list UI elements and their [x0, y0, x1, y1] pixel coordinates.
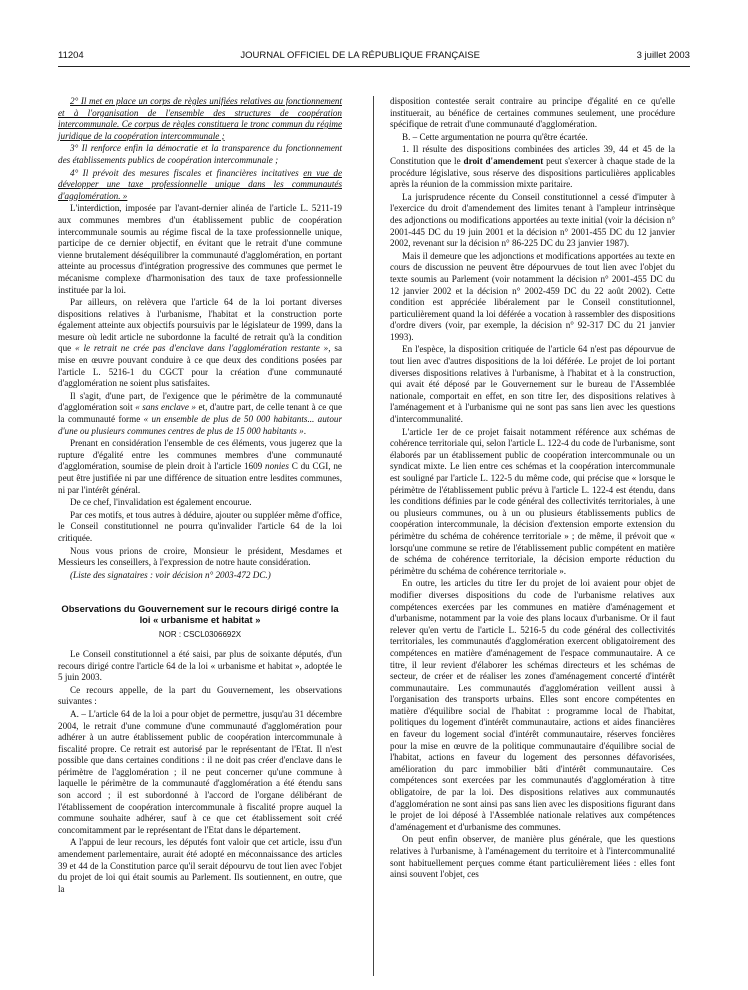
paragraph-de-ce-chef: De ce chef, l'invalidation est également encourue. [70, 497, 252, 508]
paragraph-mais: Mais il demeure que les adjonctions et modifications apportées au texte en cours de discussion ne peuvent être dépourvues de tout lien avec l'objet du texte soumis au Parlement (voir notamment la décision n° 2001-455 DC du 12 janvier 2002 et la décision n° 2002-459 DC du 22 août 2002). Cette condition est appréciée libéralement par le Conseil constitutionnel, particulièrement quand la loi déférée a vocation à rassembler des dispositions d'ordre divers (voir, par exemple, la décision n° 92-317 DC du 21 janvier 1993). [390, 250, 675, 342]
paragraph-1 [390, 144, 675, 190]
left-column [58, 96, 342, 896]
paragraph-text: . [303, 425, 306, 436]
page-number: 11204 [58, 50, 84, 61]
paragraph-recours: Ce recours appelle, de la part du Gouvernement, les observations suivantes : [58, 684, 342, 707]
paragraph-par-ailleurs [58, 297, 342, 390]
paragraph-text: , sa mise en œuvre pouvant conduire à ce que deux des conditions posées par l'article L. 5216-1 du CGCT pour la création d'une communauté d'agglomération ne soient plus satisfaites. [58, 343, 342, 389]
bold-term: droit d'amendement [463, 155, 544, 166]
section-title: Observations du Gouvernement sur le recours dirigé contre la loi « urbanisme et habitat » [61, 603, 339, 626]
journal-title: JOURNAL OFFICIEL DE LA RÉPUBLIQUE FRANÇAISE [240, 50, 480, 61]
quote-text: « le retrait ne crée pas d'enclave dans l'agglomération restante » [75, 343, 329, 354]
paragraph-text: Prenant en considération l'ensemble de ces éléments, vous jugerez que la rupture d'égalité entre les communes membres d'une communauté d'agglomération, soumise de plein droit à l'article 1609 [58, 438, 342, 472]
paragraph-appui: A l'appui de leur recours, les députés font valoir que cet article, issu d'un amendement parlementaire, aurait été adopté en méconnaissance des articles 39 et 44 de la Constitution parce qu'il serait dépourvu de tout lien avec l'objet du projet de loi qui était soumis au Parlement. Ils soutiennent, en outre, que la [58, 837, 342, 894]
paragraph-on-peut: On peut enfin observer, de manière plus générale, que les questions relatives à l'urbanisme, à l'aménagement du territoire et à l'intercommunalité sont habituellement perçues comme étant particulièrement liées : elles font ainsi souvent l'objet, ces [390, 834, 675, 880]
list-item-3: 3° Il renforce enfin la démocratie et la transparence du fonctionnement des établissements publics de coopération intercommunale ; [58, 143, 342, 165]
paragraph-interdiction: L'interdiction, imposée par l'avant-dernier alinéa de l'article L. 5211-19 aux communes membres d'un établissement public de coopération intercommunale soumis au régime fiscal de la taxe professionnelle unique, participe de ce dernier objectif, en évitant que le retrait d'une commune vienne brutalement déséquilibrer la communauté d'agglomération, en portant atteinte au processus d'intégration progressive des communes que permet le mécanisme complexe d'harmonisation des taux de taxe professionnelle instituée par la loi. [58, 203, 342, 295]
italic-term: nonies [265, 461, 289, 472]
paragraph-text: Il s'agit, d'une part, de l'exigence que le périmètre de la communauté d'agglomération soit [58, 390, 342, 413]
paragraph-text: et, d'autre part, de celle tenant à ce que la communauté forme [58, 402, 342, 425]
paragraph-text: peut s'exercer à chaque stade de la procédure législative, sous réserve des dispositions particulières applicables après la réunion de la commission mixte paritaire. [390, 155, 675, 190]
paragraph-en-espece: En l'espèce, la disposition critiquée de l'article 64 n'est pas dépourvue de tout lien avec d'autres dispositions de la loi déférée. Le projet de loi portant diverses dispositions relatives à l'urbanisme, à l'habitat et à la construction, qui avait été déposé par le Gouvernement sur le bureau de l'Assemblée nationale, comportait en effet, en son titre Ier, des dispositions relatives à l'aménagement et à l'urbanisme qui ne sont pas sans lien avec les questions d'intercommunalité. [390, 344, 675, 425]
paragraph-text: 1. Il résulte des dispositions combinées des articles 39, 44 et 45 de la Constitution que le [390, 144, 675, 166]
list-item-2: 2° Il met en place un corps de règles unifiées relatives au fonctionnement et à l'organisation de l'ensemble des structures de coopération intercommunale. Ce corpus de règles constituera le tronc commun du régime juridique de la coopération intercommunale ; [58, 96, 342, 141]
paragraph-en-outre: En outre, les articles du titre Ier du projet de loi avaient pour objet de modifier diverses dispositions du code de l'urbanisme relatives aux compétences exercées par les communes en matière d'aménagement et d'urbanisme, notamment par la voie des plans locaux d'urbanisme. Or il faut relever qu'en vertu de l'article L. 5216-5 du code général des collectivités territoriales, les communautés d'agglomération exercent obligatoirement des compétences en matière d'aménagement de l'espace communautaire. A ce titre, il leur revient d'élaborer les schémas directeurs et les schémas de secteur, de créer et de réaliser les zones d'aménagement concerté d'intérêt communautaire. Les communautés d'agglomération veillent aussi à l'organisation des transports urbains. Elles sont encore compétentes en matière d'équilibre social de l'habitat : programme local de l'habitat, politiques du logement d'intérêt communautaire, actions et aides financières en faveur du logement social d'intérêt communautaire, réserves foncières pour la mise en œuvre de la politique communautaire d'équilibre social de l'habitat, actions en faveur du logement des personnes défavorisées, amélioration du parc immobilier bâti d'intérêt communautaire. Ces compétences sont exercées par les communautés d'agglomération à titre obligatoire, de par la loi. Des dispositions relatives aux communautés d'agglomération ne sont ainsi pas sans lien avec les dispositions figurant dans le projet de loi déposé à l'Assemblée nationale relatives aux compétences d'aménagement et d'urbanisme des communes. [390, 578, 675, 832]
paragraph-closing: Nous vous prions de croire, Monsieur le président, Mesdames et Messieurs les conseillers, à l'expression de notre haute considération. [58, 545, 342, 568]
paragraph-continuation: disposition contestée serait contraire au principe d'égalité en ce qu'elle instituerait, au bénéfice de certaines communes seulement, une procédure spécifique de retrait d'une communauté d'agglomération. [390, 96, 675, 130]
list-item-4-text: 4° Il prévoit des mesures fiscales et financières incitatives [70, 167, 304, 178]
right-column [390, 96, 675, 882]
paragraph-considération [58, 438, 342, 496]
page-header [58, 50, 690, 66]
paragraph-saisine: Le Conseil constitutionnel a été saisi, par plus de soixante députés, d'un recours dirigé contre l'article 64 de la loi « urbanisme et habitat », adoptée le 5 juin 2003. [58, 648, 342, 683]
signatories-note: (Liste des signataires : voir décision n° 2003-472 DC.) [70, 569, 271, 580]
paragraph-exigence [58, 391, 342, 437]
list-item-4 [58, 168, 342, 203]
header-rule [58, 66, 690, 67]
quote-text: « un ensemble de plus de 50 000 habitants... autour d'une ou plusieurs communes centres de plus de 15 000 habitants » [58, 414, 342, 436]
paragraph-b: B. – Cette argumentation ne pourra qu'être écartée. [402, 131, 588, 142]
paragraph-article-1: L'article 1er de ce projet faisait notamment référence aux schémas de cohérence territoriale qui, selon l'article L. 122-4 du code de l'urbanisme, sont élaborés par un établissement public de coopération intercommunale ou un syndicat mixte. Le lien entre ces schémas et la coopération intercommunale est souligné par l'article L. 122-5 du même code, qui précise que « lorsque le périmètre de l'établissement public prévu à l'article L. 122-4 est étendu, dans les conditions définies par le code général des collectivités territoriales, à une ou plusieurs communes, ou à un ou plusieurs établissements publics de coopération intercommunale, la décision d'extension emporte extension du périmètre du schéma de cohérence territoriale » ; de même, il prévoit que « lorsqu'une commune se retire de l'établissement public compétent en matière de schéma de cohérence territoriale, la décision emporte réduction du périmètre du schéma de cohérence territoriale ». [390, 426, 675, 576]
quote-text: « sans enclave » [135, 402, 196, 413]
nor-reference: NOR : CSCL0306692X [158, 630, 242, 640]
column-divider [373, 96, 374, 976]
paragraph-text: C du CGI, ne peut être justifiée ni par une différence de situation entre lesdites communes, ni par l'intérêt général. [58, 461, 342, 495]
issue-date: 3 juillet 2003 [636, 50, 690, 61]
paragraph-a: A. – L'article 64 de la loi a pour objet de permettre, jusqu'au 31 décembre 2004, le retrait d'une commune d'une communauté d'agglomération pour adhérer à un autre établissement public de coopération intercommunale à fiscalité propre. Ce retrait est autorisé par le représentant de l'Etat. Il n'est possible que dans certaines conditions : il ne doit pas créer d'enclave dans le périmètre de l'agglomération ; il ne peut concerner qu'une commune à laquelle le périmètre de la communauté d'agglomération a été étendu sans son accord ; il est subordonné à l'accord de l'organe délibérant de l'établissement de coopération intercommunale à fiscalité propre auquel la commune souhaite adhérer, sauf à ce que cet établissement soit créé concomitamment par le représentant de l'Etat dans le département. [58, 708, 342, 835]
paragraph-text: Par ailleurs, on relèvera que l'article 64 de la loi portant diverses dispositions relatives à l'urbanisme, l'habitat et la construction porte également atteinte aux objectifs poursuivis par le législateur de 1999, dans la mesure où ledit article ne subordonne la faculté de retrait qu'à la condition que [58, 297, 342, 354]
paragraph-jurisprudence: La jurisprudence récente du Conseil constitutionnel a cessé d'imputer à l'exercice du droit d'amendement des limites tenant à l'ampleur intrinsèque des adjonctions ou modifications apportées au texte initial (voir la décision n° 2001-445 DC du 19 juin 2001 et la décision n° 2001-455 DC du 12 janvier 2002, revenant sur la décision n° 86-225 DC du 23 janvier 1987). [390, 191, 675, 249]
paragraph-par-ces-motifs: Par ces motifs, et tous autres à déduire, ajouter ou suppléer même d'office, le Conseil constitutionnel ne pourra qu'invalider l'article 64 de la loi critiquée. [58, 509, 342, 543]
list-item-4-underlined: en vue de développer une taxe professionnelle unique dans les communautés d'agglomération. » [58, 167, 342, 201]
